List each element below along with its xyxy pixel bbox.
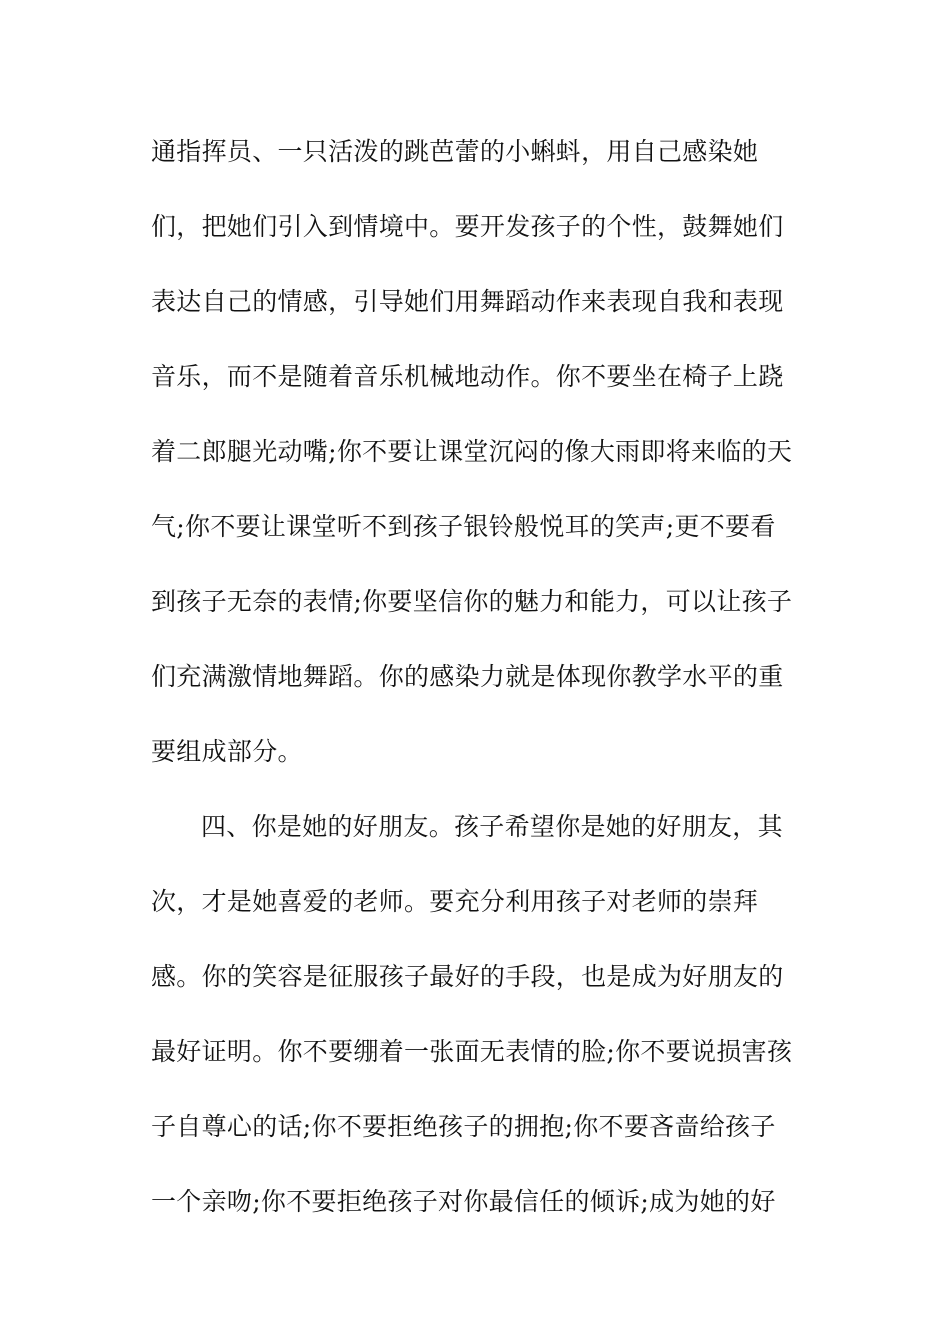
- text-line: 们，把她们引入到情境中。要开发孩子的个性，鼓舞她们: [151, 212, 784, 241]
- text-line: 着二郎腿光动嘴;你不要让课堂沉闷的像大雨即将来临的天: [151, 437, 793, 466]
- text-line: 到孩子无奈的表情;你要坚信你的魅力和能力，可以让孩子: [151, 587, 793, 616]
- text-line: 感。你的笑容是征服孩子最好的手段，也是成为好朋友的: [151, 962, 784, 991]
- text-line: 们充满激情地舞蹈。你的感染力就是体现你教学水平的重: [151, 662, 784, 691]
- body-text: [151, 132, 811, 1257]
- text-line: 一个亲吻;你不要拒绝孩子对你最信任的倾诉;成为她的好: [151, 1187, 776, 1216]
- text-line: 气;你不要让课堂听不到孩子银铃般悦耳的笑声;更不要看: [151, 512, 776, 541]
- text-line: 音乐，而不是随着音乐机械地动作。你不要坐在椅子上跷: [151, 362, 784, 391]
- text-line: 要组成部分。: [151, 737, 303, 766]
- text-line: 次，才是她喜爱的老师。要充分利用孩子对老师的崇拜: [151, 887, 759, 916]
- text-line: 通指挥员、一只活泼的跳芭蕾的小蝌蚪，用自己感染她: [151, 137, 759, 166]
- text-line: 表达自己的情感，引导她们用舞蹈动作来表现自我和表现: [151, 287, 784, 316]
- text-line: 最好证明。你不要绷着一张面无表情的脸;你不要说损害孩: [151, 1037, 793, 1066]
- paragraph-start-line: 四、你是她的好朋友。孩子希望你是她的好朋友，其: [201, 812, 783, 841]
- text-line: 子自尊心的话;你不要拒绝孩子的拥抱;你不要吝啬给孩子: [151, 1112, 776, 1141]
